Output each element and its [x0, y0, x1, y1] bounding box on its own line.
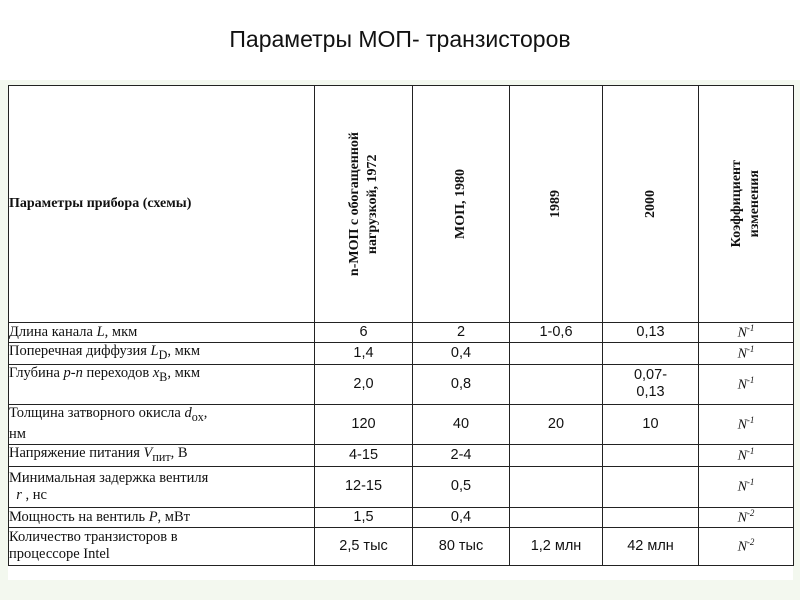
cell [510, 466, 603, 507]
coefficient-cell: $N^{-1}$ [699, 323, 794, 343]
header-1989 [510, 86, 603, 323]
coefficient-cell: $N^{-2}$ [699, 527, 794, 565]
coefficient-cell: $N^{-1}$ [699, 364, 794, 404]
cell: 12-15 [315, 466, 413, 507]
header-1989-text: 1989 [548, 190, 563, 218]
cell: 80 тыс [413, 527, 510, 565]
table-row [9, 343, 794, 365]
slide-title: Параметры МОП- транзисторов [229, 26, 571, 52]
cell [510, 507, 603, 527]
cell: 6 [315, 323, 413, 343]
row-label-oxide-thickness: Толщина затворного окисла $d_{ox}$, нм [9, 404, 315, 444]
table-row [9, 364, 794, 404]
cell: 0,4 [413, 507, 510, 527]
cell: 40 [413, 404, 510, 444]
cell: 0,4 [413, 343, 510, 365]
coefficient-cell: $N^{-1}$ [699, 343, 794, 365]
cell: 10 [603, 404, 699, 444]
cell: 120 [315, 404, 413, 444]
coefficient-cell: $N^{-1}$ [699, 444, 794, 466]
cell: 0,8 [413, 364, 510, 404]
row-label-gate-power: Мощность на вентиль P, мВт [9, 507, 315, 527]
cell: 4-15 [315, 444, 413, 466]
cell: 2,5 тыс [315, 527, 413, 565]
cell: 2-4 [413, 444, 510, 466]
cell [510, 444, 603, 466]
table-row [9, 527, 794, 565]
cell: 0,13 [603, 323, 699, 343]
table-row [9, 404, 794, 444]
row-label-lateral-diffusion: Поперечная диффузия $L_D$, мкм [9, 343, 315, 365]
cell: 1,2 млн [510, 527, 603, 565]
header-mos-1980 [413, 86, 510, 323]
header-coefficient-text: Коэффициент изменения [729, 160, 762, 248]
table-row [9, 507, 794, 527]
cell [510, 343, 603, 365]
header-nmos-1972 [315, 86, 413, 323]
table-row [9, 323, 794, 343]
header-coefficient [699, 86, 794, 323]
row-label-channel-length: Длина канала L, мкм [9, 323, 315, 343]
row-label-junction-depth: Глубина p-n переходов $x_B$, мкм [9, 364, 315, 404]
coefficient-cell: $N^{-2}$ [699, 507, 794, 527]
header-parameters: Параметры прибора (схемы) [9, 86, 315, 323]
bottom-band [0, 590, 800, 600]
header-mos-1980-text: МОП, 1980 [453, 169, 468, 239]
parameters-table [8, 85, 794, 566]
header-row [9, 86, 794, 323]
cell: 1,5 [315, 507, 413, 527]
coefficient-cell: $N^{-1}$ [699, 466, 794, 507]
table-row [9, 444, 794, 466]
cell: 1-0,6 [510, 323, 603, 343]
row-label-gate-delay: Минимальная задержка вентиля r , нс [9, 466, 315, 507]
cell: 0,5 [413, 466, 510, 507]
cell: 1,4 [315, 343, 413, 365]
cell: 42 млн [603, 527, 699, 565]
parameters-table-container [8, 85, 793, 580]
coefficient-cell: $N^{-1}$ [699, 404, 794, 444]
cell [510, 364, 603, 404]
header-2000-text: 2000 [642, 190, 658, 218]
cell: 20 [510, 404, 603, 444]
cell [603, 343, 699, 365]
row-label-supply-voltage: Напряжение питания $V_{пит}$, В [9, 444, 315, 466]
cell [603, 507, 699, 527]
cell: 2,0 [315, 364, 413, 404]
cell: 2 [413, 323, 510, 343]
header-nmos-1972-text: n-МОП с обогащенной нагрузкой, 1972 [346, 131, 380, 277]
cell: 0,07- 0,13 [603, 364, 699, 404]
header-2000 [603, 86, 699, 323]
row-label-transistor-count: Количество транзисторов в процессоре Intel [9, 527, 315, 565]
cell [603, 444, 699, 466]
table-row [9, 466, 794, 507]
cell [603, 466, 699, 507]
